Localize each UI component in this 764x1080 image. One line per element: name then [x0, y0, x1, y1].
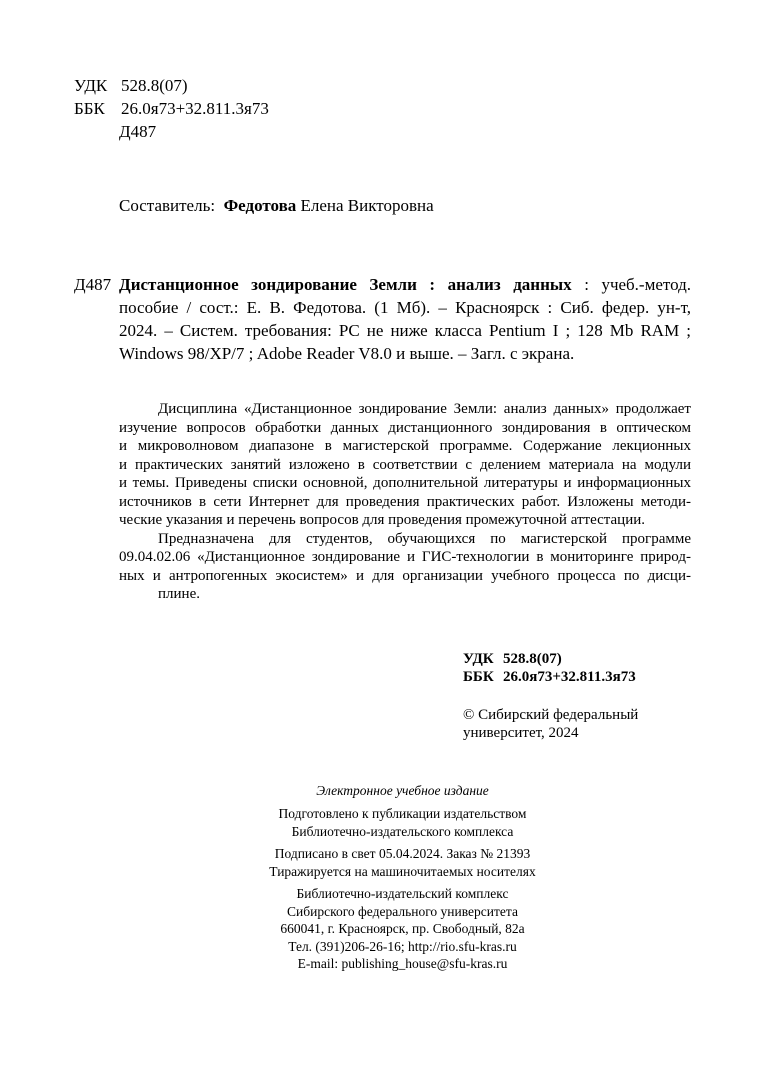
- udk-value: 528.8(07): [503, 651, 562, 667]
- bbk-label: ББК: [463, 669, 494, 685]
- publication-prepared: [220, 805, 585, 840]
- header-udk-label: УДК: [74, 76, 108, 95]
- description-title-line: [119, 273, 691, 296]
- description-title-rest: : учеб.-метод.: [571, 275, 692, 294]
- description-line-2: пособие / сост.: Е. В. Федотова. (1 Мб). – Красноярск : Сиб. федер. ун-т,: [119, 298, 691, 317]
- udk-row: [463, 650, 636, 668]
- publisher-line-1: Библиотечно-издательский комплекс: [296, 886, 509, 901]
- abstract-line: 09.04.02.06 «Дистанционное зондирование и ГИС-технологии в мониторинге природ-: [119, 549, 691, 565]
- abstract-line: источников в сети Интернет для проведения практических работ. Изложены методи-: [119, 493, 691, 510]
- abstract-line: плине.: [158, 586, 200, 602]
- abstract-line: Дисциплина «Дистанционное зондирование Земли: анализ данных» продолжает: [158, 401, 691, 417]
- copyright-line-1: © Сибирский федеральный: [463, 707, 639, 723]
- bbk-row: [463, 668, 636, 686]
- header-bbk-value: 26.0я73+32.811.3я73: [121, 99, 269, 118]
- classification-codes: [463, 650, 636, 686]
- publisher-address: 660041, г. Красноярск, пр. Свободный, 82а: [280, 921, 525, 936]
- publisher-line-2: Сибирского федерального университета: [287, 903, 518, 919]
- compiler-label: Составитель:: [119, 196, 216, 215]
- compiler-surname: Федотова: [223, 196, 297, 215]
- description-title: Дистанционное зондирование Земли : анализ данных: [119, 275, 572, 294]
- compiler-line: [119, 196, 434, 216]
- publisher-contacts: [220, 885, 585, 973]
- edition-type: Электронное учебное издание: [316, 783, 489, 798]
- description-line-4: Windows 98/XP/7 ; Adobe Reader V8.0 и выше. – Загл. с экрана.: [119, 344, 575, 363]
- bibliographic-description: [74, 273, 691, 365]
- header-udk-row: [74, 74, 269, 97]
- publisher-phone-website: Тел. (391)206-26-16; http://rio.sfu-kras.ru: [288, 938, 517, 954]
- signed-date-order: Подписано в свет 05.04.2024. Заказ № 21393: [274, 846, 531, 861]
- header-udk-value: 528.8(07): [121, 76, 188, 95]
- udk-label: УДК: [463, 651, 494, 667]
- signing-info: [220, 845, 585, 880]
- abstract-line: и практических занятий изложено в соответствии с делением материала на модули: [119, 456, 691, 473]
- prepared-line-2: Библиотечно-издательского комплекса: [291, 823, 514, 839]
- abstract-line: Предназначена для студентов, обучающихся по магистерской программе: [158, 530, 691, 547]
- abstract-line: и темы. Приведены списки основной, дополнительной литературы и информационных: [119, 475, 691, 491]
- copyright-line-2: университет, 2024: [463, 725, 579, 741]
- description-first-line: [74, 273, 691, 296]
- header-bbk-row: [74, 97, 269, 120]
- abstract-line: и микроволновом диапазоне в магистерской программе. Содержание лекционных: [119, 438, 691, 454]
- bbk-value: 26.0я73+32.811.3я73: [503, 669, 636, 685]
- replication-note: Тиражируется на машиночитаемых носителях: [269, 863, 536, 879]
- description-line-3: 2024. – Систем. требования: PC не ниже класса Pentium I ; 128 Mb RAM ;: [119, 321, 691, 340]
- header-classification-codes: [74, 74, 269, 143]
- copyright-notice: [463, 706, 638, 742]
- description-line-2-wrap: [74, 296, 691, 319]
- abstract-line: ческие указания и перечень вопросов для проведения промежуточной аттестации.: [119, 512, 646, 528]
- header-cutter-code: Д487: [119, 122, 157, 141]
- abstract: [119, 400, 691, 604]
- abstract-line: изучение вопросов обработки данных дистанционного зондирования в оптическом: [119, 419, 691, 436]
- compiler-name: Елена Викторовна: [300, 196, 434, 215]
- prepared-line-1: Подготовлено к публикации издательством: [278, 806, 527, 821]
- abstract-line: ных и антропогенных экосистем» и для организации учебного процесса по дисци-: [119, 567, 691, 584]
- header-bbk-label: ББК: [74, 99, 105, 118]
- description-cutter-code: Д487: [74, 275, 112, 294]
- description-line-3-wrap: [74, 319, 691, 342]
- publisher-email: E-mail: publishing_house@sfu-kras.ru: [297, 956, 508, 971]
